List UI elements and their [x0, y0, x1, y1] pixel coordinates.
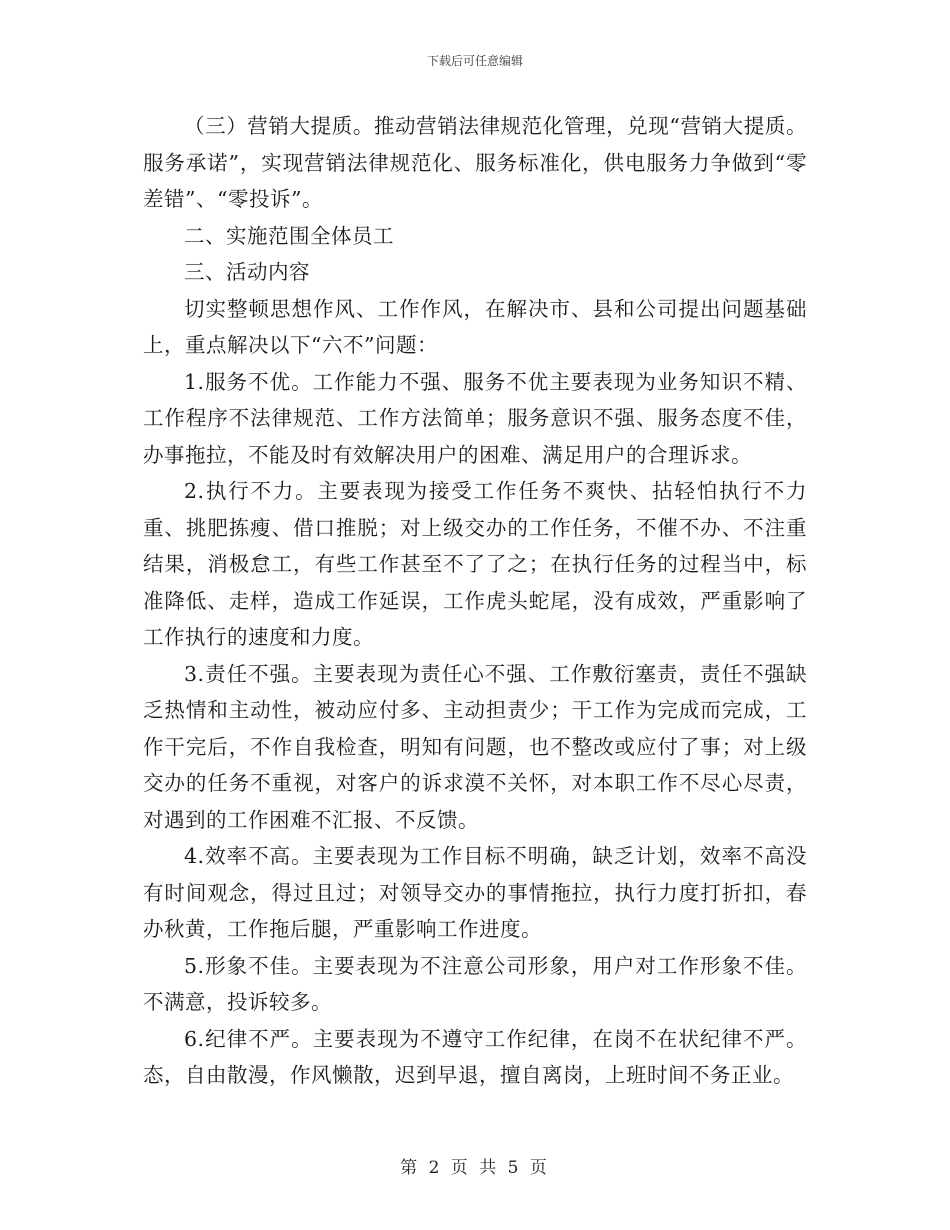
paragraph-item-6: 6.纪律不严。主要表现为不遵守工作纪律，在岗不在状纪律不严。态，自由散漫，作风懒散，迟到早退，擅自离岗，上班时间不务正业。 — [143, 1026, 807, 1087]
document-body — [143, 108, 807, 1094]
paragraph-item-3: 3.责任不强。主要表现为责任心不强、工作敷衍塞责，责任不强缺乏热情和主动性，被动应付多、主动担责少；干工作为完成而完成，工作干完后，不作自我检查，明知有问题，也不整改或应付了事；对上级交办的任务不重视，对客户的诉求漠不关怀，对本职工作不尽心尽责，对遇到的工作困难不汇报、不反馈。 — [143, 661, 807, 832]
paragraph-item-4: 4.效率不高。主要表现为工作目标不明确，缺乏计划，效率不高没有时间观念，得过且过；对领导交办的事情拖拉，执行力度打折扣，春办秋黄，工作拖后腿，严重影响工作进度。 — [143, 844, 807, 941]
paragraph-item-1: 1.服务不优。工作能力不强、服务不优主要表现为业务知识不精、工作程序不法律规范、工作方法简单；服务意识不强、服务态度不佳，办事拖拉，不能及时有效解决用户的困难、满足用户的合理诉求。 — [143, 369, 807, 467]
page-header-note: 下载后可任意编辑 — [426, 54, 523, 68]
paragraph-marketing-quality: （三）营销大提质。推动营销法律规范化管理，兑现“营销大提质。服务承诺”，实现营销法律规范化、服务标准化，供电服务力争做到“零差错”、“零投诉”。 — [143, 114, 807, 211]
paragraph-item-2: 2.执行不力。主要表现为接受工作任务不爽快、拈轻怕执行不力重、挑肥拣瘦、借口推脱；对上级交办的工作任务，不催不办、不注重结果，消极怠工，有些工作甚至不了了之；在执行任务的过程当中，标准降低、走样，造成工作延误，工作虎头蛇尾，没有成效，严重影响了工作执行的速度和力度。 — [143, 479, 807, 649]
paragraph-item-5: 5.形象不佳。主要表现为不注意公司形象，用户对工作形象不佳。不满意，投诉较多。 — [143, 953, 807, 1014]
page-number-footer: 第 2 页 共 5 页 — [400, 1158, 550, 1178]
paragraph-activity-heading: 三、活动内容 — [184, 260, 310, 284]
paragraph-scope: 二、实施范围全体员工 — [184, 223, 394, 248]
paragraph-intro: 切实整顿思想作风、工作作风，在解决市、县和公司提出问题基础上，重点解决以下“六不”问题： — [143, 296, 807, 357]
